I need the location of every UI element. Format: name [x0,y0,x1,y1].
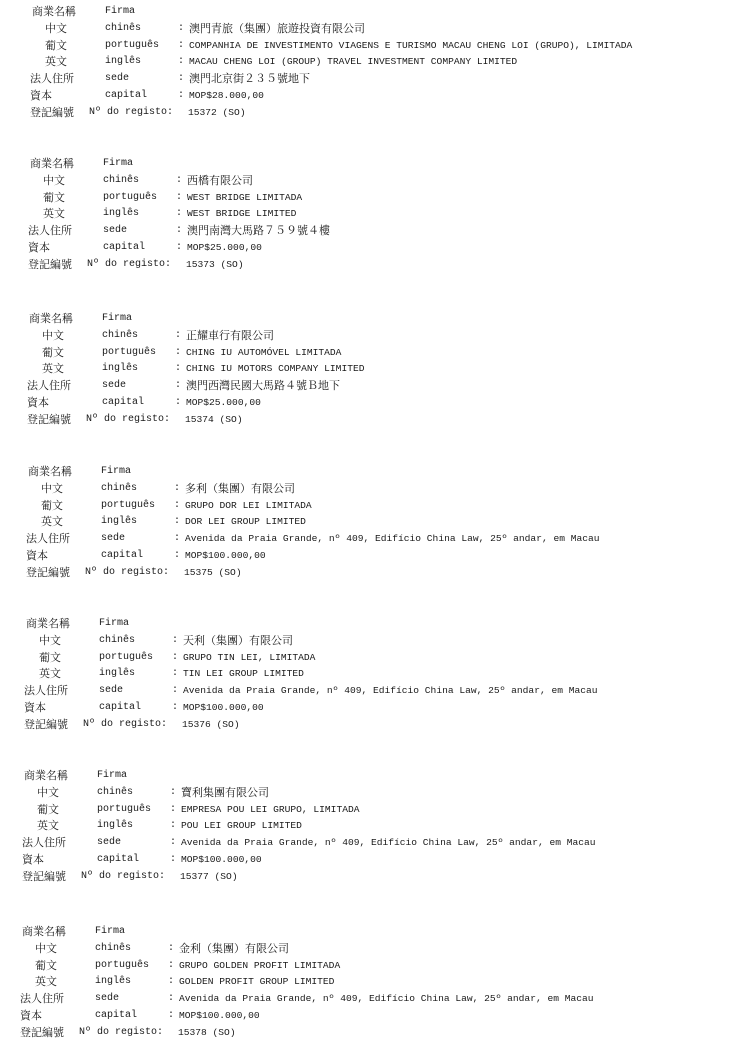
chinese-row [24,785,735,801]
portuguese-colon: : [168,959,175,971]
sede-label-pt: sede [101,533,126,545]
chinese-colon: : [174,482,181,494]
capital-label-pt: capital [105,90,148,101]
sede-label-zh: 法人住所 [22,836,66,850]
english-label-pt: inglês [105,56,142,68]
english-label-pt: inglês [101,516,138,528]
portuguese-row [29,345,735,361]
english-label-zh: 英文 [39,667,61,681]
english-row [32,54,735,70]
english-label-zh: 英文 [42,362,64,376]
registo-label-pt: Nº do registo: [79,1026,164,1038]
chinese-colon: : [172,634,179,646]
sede-value: 澳門北京街２３５號地下 [189,72,310,86]
firma-row [22,924,735,940]
registo-label-pt: Nº do registo: [87,258,172,270]
sede-row [26,683,735,699]
sede-value: Avenida da Praia Grande, nº 409, Edifício China Law, 25º andar, em Macau [181,837,596,849]
capital-row [28,548,735,564]
portuguese-label-pt: português [99,651,154,663]
english-colon: : [174,516,181,528]
capital-value: MOP$25.000,00 [186,397,261,408]
capital-row [29,395,735,411]
capital-value: MOP$25.000,00 [187,242,262,253]
sede-colon: : [175,380,182,392]
registo-value: 15375 (SO) [184,566,242,578]
firma-label-zh: 商業名稱 [32,5,76,18]
chinese-value: 天利（集團）有限公司 [183,633,293,647]
capital-label-pt: capital [102,397,145,408]
registo-row [32,105,735,121]
firma-label-pt: Firma [103,158,134,169]
sede-row [29,378,735,394]
portuguese-value: CHING IU AUTOMÓVEL LIMITADA [186,346,342,358]
sede-value: Avenida da Praia Grande, nº 409, Edifício China Law, 25º andar, em Macau [179,993,594,1005]
portuguese-colon: : [176,191,183,203]
portuguese-label-zh: 葡文 [35,958,57,972]
portuguese-row [22,958,735,974]
chinese-label-pt: chinês [105,22,142,34]
english-row [30,206,735,222]
chinese-colon: : [168,942,175,954]
english-row [22,974,735,990]
portuguese-label-zh: 葡文 [37,802,59,816]
english-label-pt: inglês [103,208,140,220]
capital-label-zh: 資本 [22,853,44,866]
capital-value: MOP$100.000,00 [181,854,262,865]
registo-row [26,717,735,733]
capital-row [26,700,735,716]
english-value: CHING IU MOTORS COMPANY LIMITED [186,363,365,375]
capital-label-zh: 資本 [24,701,46,714]
registo-value: 15372 (SO) [188,106,246,118]
chinese-colon: : [170,786,177,798]
chinese-label-zh: 中文 [37,785,59,799]
capital-colon: : [178,90,185,101]
chinese-row [22,941,735,957]
sede-row [28,531,735,547]
capital-label-pt: capital [95,1010,138,1021]
portuguese-value: GRUPO GOLDEN PROFIT LIMITADA [179,959,341,971]
capital-label-zh: 資本 [28,241,50,254]
portuguese-row [24,802,735,818]
capital-label-zh: 資本 [27,396,49,409]
sede-label-pt: sede [95,993,120,1005]
chinese-label-zh: 中文 [39,633,61,647]
registo-label-pt: Nº do registo: [83,718,168,730]
capital-colon: : [175,397,182,408]
english-row [26,666,735,682]
registo-value: 15374 (SO) [185,413,243,425]
sede-colon: : [176,225,183,237]
english-colon: : [172,668,179,680]
registo-value: 15377 (SO) [180,870,238,882]
sede-colon: : [168,993,175,1005]
english-value: GOLDEN PROFIT GROUP LIMITED [179,976,335,988]
portuguese-colon: : [174,499,181,511]
chinese-label-pt: chinês [99,634,136,646]
capital-label-pt: capital [97,854,140,865]
english-colon: : [176,208,183,220]
chinese-label-pt: chinês [102,329,139,341]
portuguese-label-pt: português [101,499,156,511]
english-row [28,514,735,530]
capital-label-pt: capital [99,702,142,713]
sede-label-pt: sede [103,225,128,237]
sede-label-zh: 法人住所 [30,72,74,86]
firma-label-pt: Firma [102,313,133,324]
firma-label-pt: Firma [99,618,130,629]
portuguese-row [26,650,735,666]
chinese-value: 多利（集團）有限公司 [185,481,295,495]
firma-label-zh: 商業名稱 [28,465,72,478]
registo-row [30,257,735,273]
english-label-zh: 英文 [45,55,67,69]
sede-colon: : [178,73,185,85]
english-value: DOR LEI GROUP LIMITED [185,516,306,528]
sede-label-zh: 法人住所 [20,992,64,1006]
registo-value: 15376 (SO) [182,718,240,730]
registo-label-zh: 登記編號 [30,105,74,119]
english-label-pt: inglês [95,976,132,988]
english-colon: : [175,363,182,375]
sede-label-pt: sede [99,685,124,697]
chinese-label-zh: 中文 [45,21,67,35]
english-label-zh: 英文 [35,975,57,989]
firma-label-pt: Firma [105,6,136,17]
portuguese-label-pt: português [95,959,150,971]
capital-label-zh: 資本 [20,1009,42,1022]
portuguese-colon: : [178,39,185,51]
english-label-pt: inglês [99,668,136,680]
portuguese-label-pt: português [97,803,152,815]
capital-label-pt: capital [101,550,144,561]
registo-label-pt: Nº do registo: [81,870,166,882]
portuguese-label-pt: português [105,39,160,51]
english-value: MACAU CHENG LOI (GROUP) TRAVEL INVESTMENT COMPANY LIMITED [189,56,518,68]
capital-colon: : [176,242,183,253]
registo-row [29,412,735,428]
portuguese-value: WEST BRIDGE LIMITADA [187,191,303,203]
firma-row [32,4,735,20]
registo-label-zh: 登記編號 [20,1025,64,1039]
firma-row [30,156,735,172]
chinese-row [29,328,735,344]
chinese-value: 西橋有限公司 [187,173,253,187]
sede-value: 澳門西灣民國大馬路４號Ｂ地下 [186,379,340,393]
sede-row [30,223,735,239]
registo-row [22,1025,735,1041]
sede-value: Avenida da Praia Grande, nº 409, Edifício China Law, 25º andar, em Macau [185,533,600,545]
portuguese-row [32,38,735,54]
portuguese-label-pt: português [102,346,157,358]
firma-label-pt: Firma [95,926,126,937]
firma-row [24,768,735,784]
portuguese-label-zh: 葡文 [39,650,61,664]
sede-colon: : [172,685,179,697]
registo-label-zh: 登記編號 [24,717,68,731]
portuguese-label-zh: 葡文 [42,345,64,359]
registo-value: 15373 (SO) [186,258,244,270]
english-colon: : [168,976,175,988]
english-label-zh: 英文 [37,819,59,833]
chinese-colon: : [175,329,182,341]
english-row [29,361,735,377]
portuguese-label-zh: 葡文 [45,38,67,52]
chinese-label-pt: chinês [95,942,132,954]
sede-label-pt: sede [105,73,130,85]
firma-label-zh: 商業名稱 [22,925,66,938]
firma-label-zh: 商業名稱 [26,617,70,630]
english-colon: : [178,56,185,68]
capital-value: MOP$100.000,00 [179,1010,260,1021]
portuguese-value: GRUPO TIN LEI, LIMITADA [183,651,316,663]
registo-label-pt: Nº do registo: [89,106,174,118]
sede-label-zh: 法人住所 [28,224,72,238]
registo-label-zh: 登記編號 [27,412,71,426]
sede-label-zh: 法人住所 [24,684,68,698]
registo-label-zh: 登記編號 [28,257,72,271]
sede-row [32,71,735,87]
chinese-colon: : [176,174,183,186]
chinese-value: 正耀車行有限公司 [186,328,274,342]
portuguese-value: EMPRESA POU LEI GRUPO, LIMITADA [181,803,360,815]
chinese-label-zh: 中文 [43,173,65,187]
portuguese-label-zh: 葡文 [43,190,65,204]
portuguese-colon: : [172,651,179,663]
firma-label-zh: 商業名稱 [24,769,68,782]
firma-label-pt: Firma [101,466,132,477]
chinese-value: 寶利集團有限公司 [181,785,269,799]
sede-label-pt: sede [102,380,127,392]
capital-label-zh: 資本 [26,549,48,562]
chinese-colon: : [178,22,185,34]
firma-label-zh: 商業名稱 [29,312,73,325]
sede-value: 澳門南灣大馬路７５９號４樓 [187,224,330,238]
capital-row [30,240,735,256]
registo-row [24,869,735,885]
registo-label-zh: 登記編號 [26,565,70,579]
sede-colon: : [174,533,181,545]
english-row [24,818,735,834]
firma-row [29,311,735,327]
registo-label-pt: Nº do registo: [86,413,171,425]
sede-label-pt: sede [97,837,122,849]
capital-value: MOP$100.000,00 [183,702,264,713]
firma-label-zh: 商業名稱 [30,157,74,170]
firma-label-pt: Firma [97,770,128,781]
chinese-row [26,633,735,649]
capital-colon: : [170,854,177,865]
sede-row [22,991,735,1007]
portuguese-row [28,498,735,514]
english-colon: : [170,820,177,832]
chinese-value: 金利（集團）有限公司 [179,941,289,955]
portuguese-label-pt: português [103,191,158,203]
sede-label-zh: 法人住所 [26,532,70,546]
portuguese-value: GRUPO DOR LEI LIMITADA [185,499,312,511]
registo-value: 15378 (SO) [178,1026,236,1038]
chinese-row [28,481,735,497]
english-value: TIN LEI GROUP LIMITED [183,668,304,680]
chinese-label-zh: 中文 [41,481,63,495]
capital-value: MOP$28.000,00 [189,90,264,101]
sede-colon: : [170,837,177,849]
portuguese-label-zh: 葡文 [41,498,63,512]
chinese-row [30,173,735,189]
registo-label-zh: 登記編號 [22,869,66,883]
capital-row [24,852,735,868]
english-label-pt: inglês [102,363,139,375]
portuguese-colon: : [175,346,182,358]
capital-colon: : [174,550,181,561]
chinese-value: 澳門青旅（集團）旅遊投資有限公司 [189,21,365,35]
english-label-zh: 英文 [41,515,63,529]
english-value: WEST BRIDGE LIMITED [187,208,297,220]
capital-label-pt: capital [103,242,146,253]
registo-row [28,565,735,581]
chinese-label-pt: chinês [101,482,138,494]
sede-value: Avenida da Praia Grande, nº 409, Edifício China Law, 25º andar, em Macau [183,685,598,697]
capital-row [32,88,735,104]
english-label-pt: inglês [97,820,134,832]
capital-colon: : [172,702,179,713]
english-value: POU LEI GROUP LIMITED [181,820,302,832]
english-label-zh: 英文 [43,207,65,221]
portuguese-row [30,190,735,206]
capital-colon: : [168,1010,175,1021]
registo-label-pt: Nº do registo: [85,566,170,578]
portuguese-colon: : [170,803,177,815]
capital-label-zh: 資本 [30,89,52,102]
chinese-label-pt: chinês [97,786,134,798]
portuguese-value: COMPANHIA DE INVESTIMENTO VIAGENS E TURISMO MACAU CHENG LOI (GRUPO), LIMITADA [189,39,633,51]
chinese-label-zh: 中文 [35,941,57,955]
firma-row [26,616,735,632]
chinese-label-pt: chinês [103,174,140,186]
chinese-label-zh: 中文 [42,328,64,342]
capital-row [22,1008,735,1024]
firma-row [28,464,735,480]
sede-row [24,835,735,851]
capital-value: MOP$100.000,00 [185,550,266,561]
sede-label-zh: 法人住所 [27,379,71,393]
chinese-row [32,21,735,37]
